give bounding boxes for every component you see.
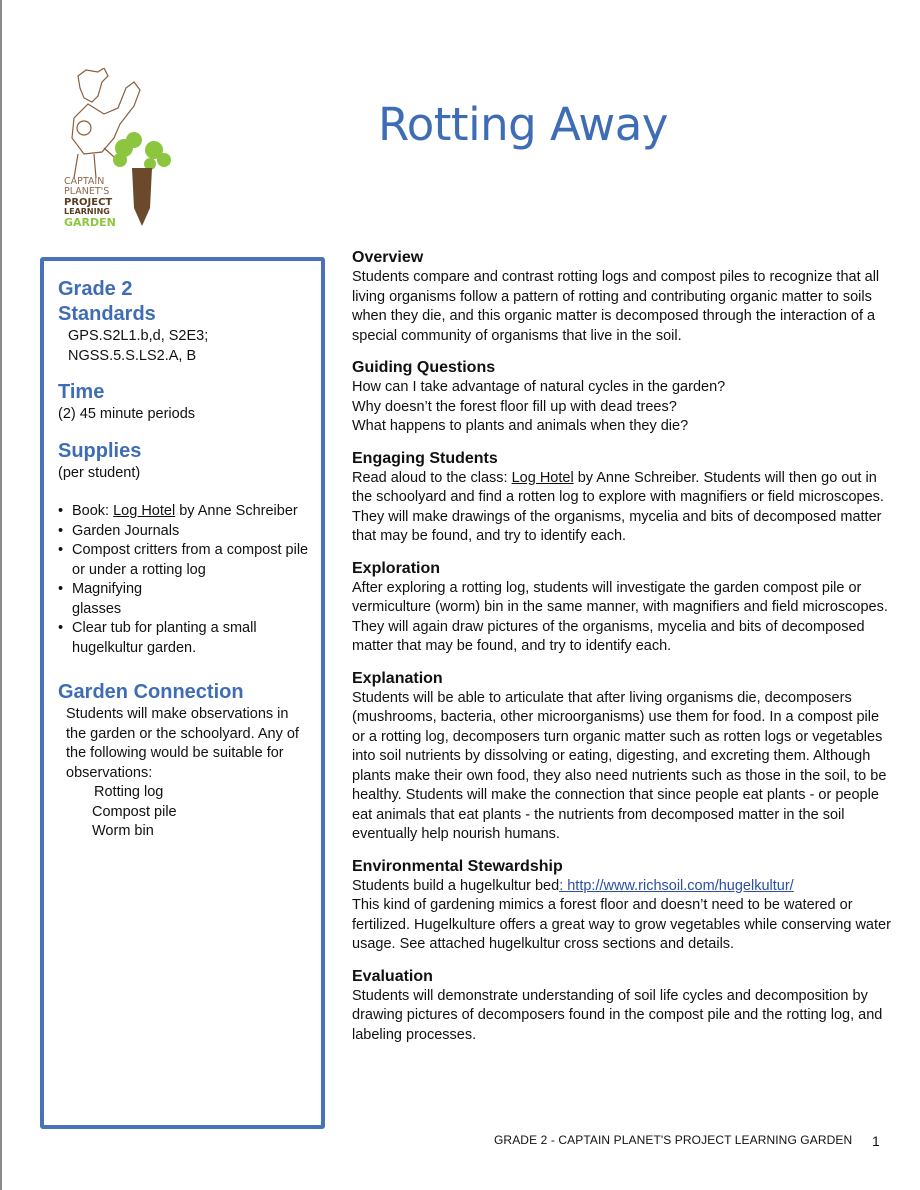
- section-heading: Exploration: [352, 559, 441, 577]
- hugelkultur-link[interactable]: : http://www.richsoil.com/hugelkultur/: [559, 877, 794, 894]
- garden-connection-text: Students will make observations in the garden or the schoolyard. Any of the following would be suitable for observations:: [66, 706, 299, 781]
- supplies-list: [58, 502, 311, 658]
- section-text: Students will be able to articulate that after living organisms die, decomposers (mushrooms, bacteria, other microorganisms) use them for food. In a compost pile or a rotting log, decomposers turn organic matter such as rotten logs or vegetables into soil nutrients by dissolving or eating, digesting, and excreting them. Although plants make their own food, they also need nutrients such as those in the soil, to be healthy. Students will make the connection that since people eat plants - or people eat animals that eat plants - the nutrients from decomposed matter in the soil eventually help nourish humans.: [352, 689, 887, 842]
- explanation-section: [352, 669, 892, 845]
- stewardship-section: [352, 857, 892, 955]
- section-heading: Environmental Stewardship: [352, 857, 563, 875]
- page-footer: GRADE 2 - CAPTAIN PLANET'S PROJECT LEARNING GARDEN: [494, 1133, 853, 1147]
- grade-heading: Grade 2: [58, 278, 133, 300]
- svg-text:LEARNING: LEARNING: [64, 207, 110, 216]
- section-heading: Explanation: [352, 669, 443, 687]
- time-heading: Time: [58, 381, 105, 403]
- supplies-heading: Supplies: [58, 439, 142, 462]
- question: How can I take advantage of natural cycles in the garden?: [352, 379, 726, 395]
- book-title: Log Hotel: [113, 503, 176, 519]
- question: Why doesn’t the forest floor fill up with dead trees?: [352, 398, 677, 415]
- standards-line: GPS.S2L1.b,d, S2E3;: [68, 328, 209, 344]
- svg-text:CAPTAIN: CAPTAIN: [64, 176, 105, 187]
- garden-item: Rotting log: [94, 784, 164, 800]
- page-number: 1: [872, 1133, 880, 1149]
- exploration-section: [352, 559, 892, 657]
- section-heading: Overview: [352, 249, 424, 266]
- list-item: • Garden Journals: [58, 522, 311, 542]
- svg-text:PROJECT: PROJECT: [64, 197, 113, 208]
- question: What happens to plants and animals when they die?: [352, 418, 689, 434]
- supplies-note: (per student): [58, 464, 141, 481]
- list-item: • Compost critters from a compost pile or under a rotting log: [58, 541, 311, 580]
- section-text: Students compare and contrast rotting logs and compost piles to recognize that all living organisms follow a pattern of rotting and contributing organic matter to soils when they die, and this organic matter is decomposed through the interaction of a special community of organisms that live in the soil.: [352, 269, 880, 344]
- list-item: • Magnifying glasses: [58, 580, 311, 619]
- svg-text:GARDEN: GARDEN: [64, 216, 116, 229]
- guiding-questions-section: [352, 358, 892, 437]
- time-value: (2) 45 minute periods: [58, 406, 196, 422]
- section-text: Students build a hugelkultur bed: http://www.richsoil.com/hugelkultur/: [352, 877, 794, 894]
- section-heading: Evaluation: [352, 967, 433, 985]
- section-text: Students will demonstrate understanding of soil life cycles and decomposition by drawing pictures of decomposers found in the compost pile and the rotting log, and labeling processes.: [352, 987, 883, 1043]
- section-heading: Guiding Questions: [352, 359, 496, 376]
- evaluation-section: [352, 967, 892, 1046]
- page-title: Rotting Away: [378, 98, 668, 151]
- section-text: This kind of gardening mimics a forest floor and doesn’t need to be watered or fertilized. Hugelkulture offers a great way to grow vegetables while conserving water usage. See attached hugelkultur cross sections and details.: [352, 897, 891, 952]
- lesson-main-content: [352, 248, 892, 1057]
- engaging-students-section: [352, 449, 892, 547]
- superhero-illustration-icon: [64, 68, 176, 230]
- garden-connection-heading: Garden Connection: [58, 681, 244, 703]
- garden-item: Compost pile: [92, 803, 177, 820]
- section-text: After exploring a rotting log, students will investigate the garden compost pile or vermiculture (worm) bin in the same manner, with magnifiers and field microscopes. They will again draw pictures of the organisms, mycelia and bits of decomposed matter that may be found, and try to identify each.: [352, 579, 888, 654]
- overview-section: [352, 248, 892, 346]
- section-text: Read aloud to the class: Log Hotel by Anne Schreiber. Students will then go out in the schoolyard and find a rotten log to explore with magnifiers or field microscopes. They will make drawings of the organisms, mycelia and bits of decomposed matter that may be found, and try to identify each.: [352, 469, 884, 544]
- standards-line: NGSS.5.S.LS2.A, B: [68, 347, 197, 364]
- list-item: • Clear tub for planting a small hugelkultur garden.: [58, 619, 311, 658]
- lesson-info-sidebar: [40, 257, 325, 1129]
- garden-item: Worm bin: [92, 823, 154, 839]
- section-heading: Engaging Students: [352, 449, 498, 467]
- standards-heading: Standards: [58, 303, 156, 325]
- svg-text:PLANET'S: PLANET'S: [64, 186, 110, 197]
- list-item: • Book: Log Hotel by Anne Schreiber: [58, 502, 311, 522]
- captain-planet-logo: [64, 68, 176, 230]
- book-title: Log Hotel: [511, 469, 574, 486]
